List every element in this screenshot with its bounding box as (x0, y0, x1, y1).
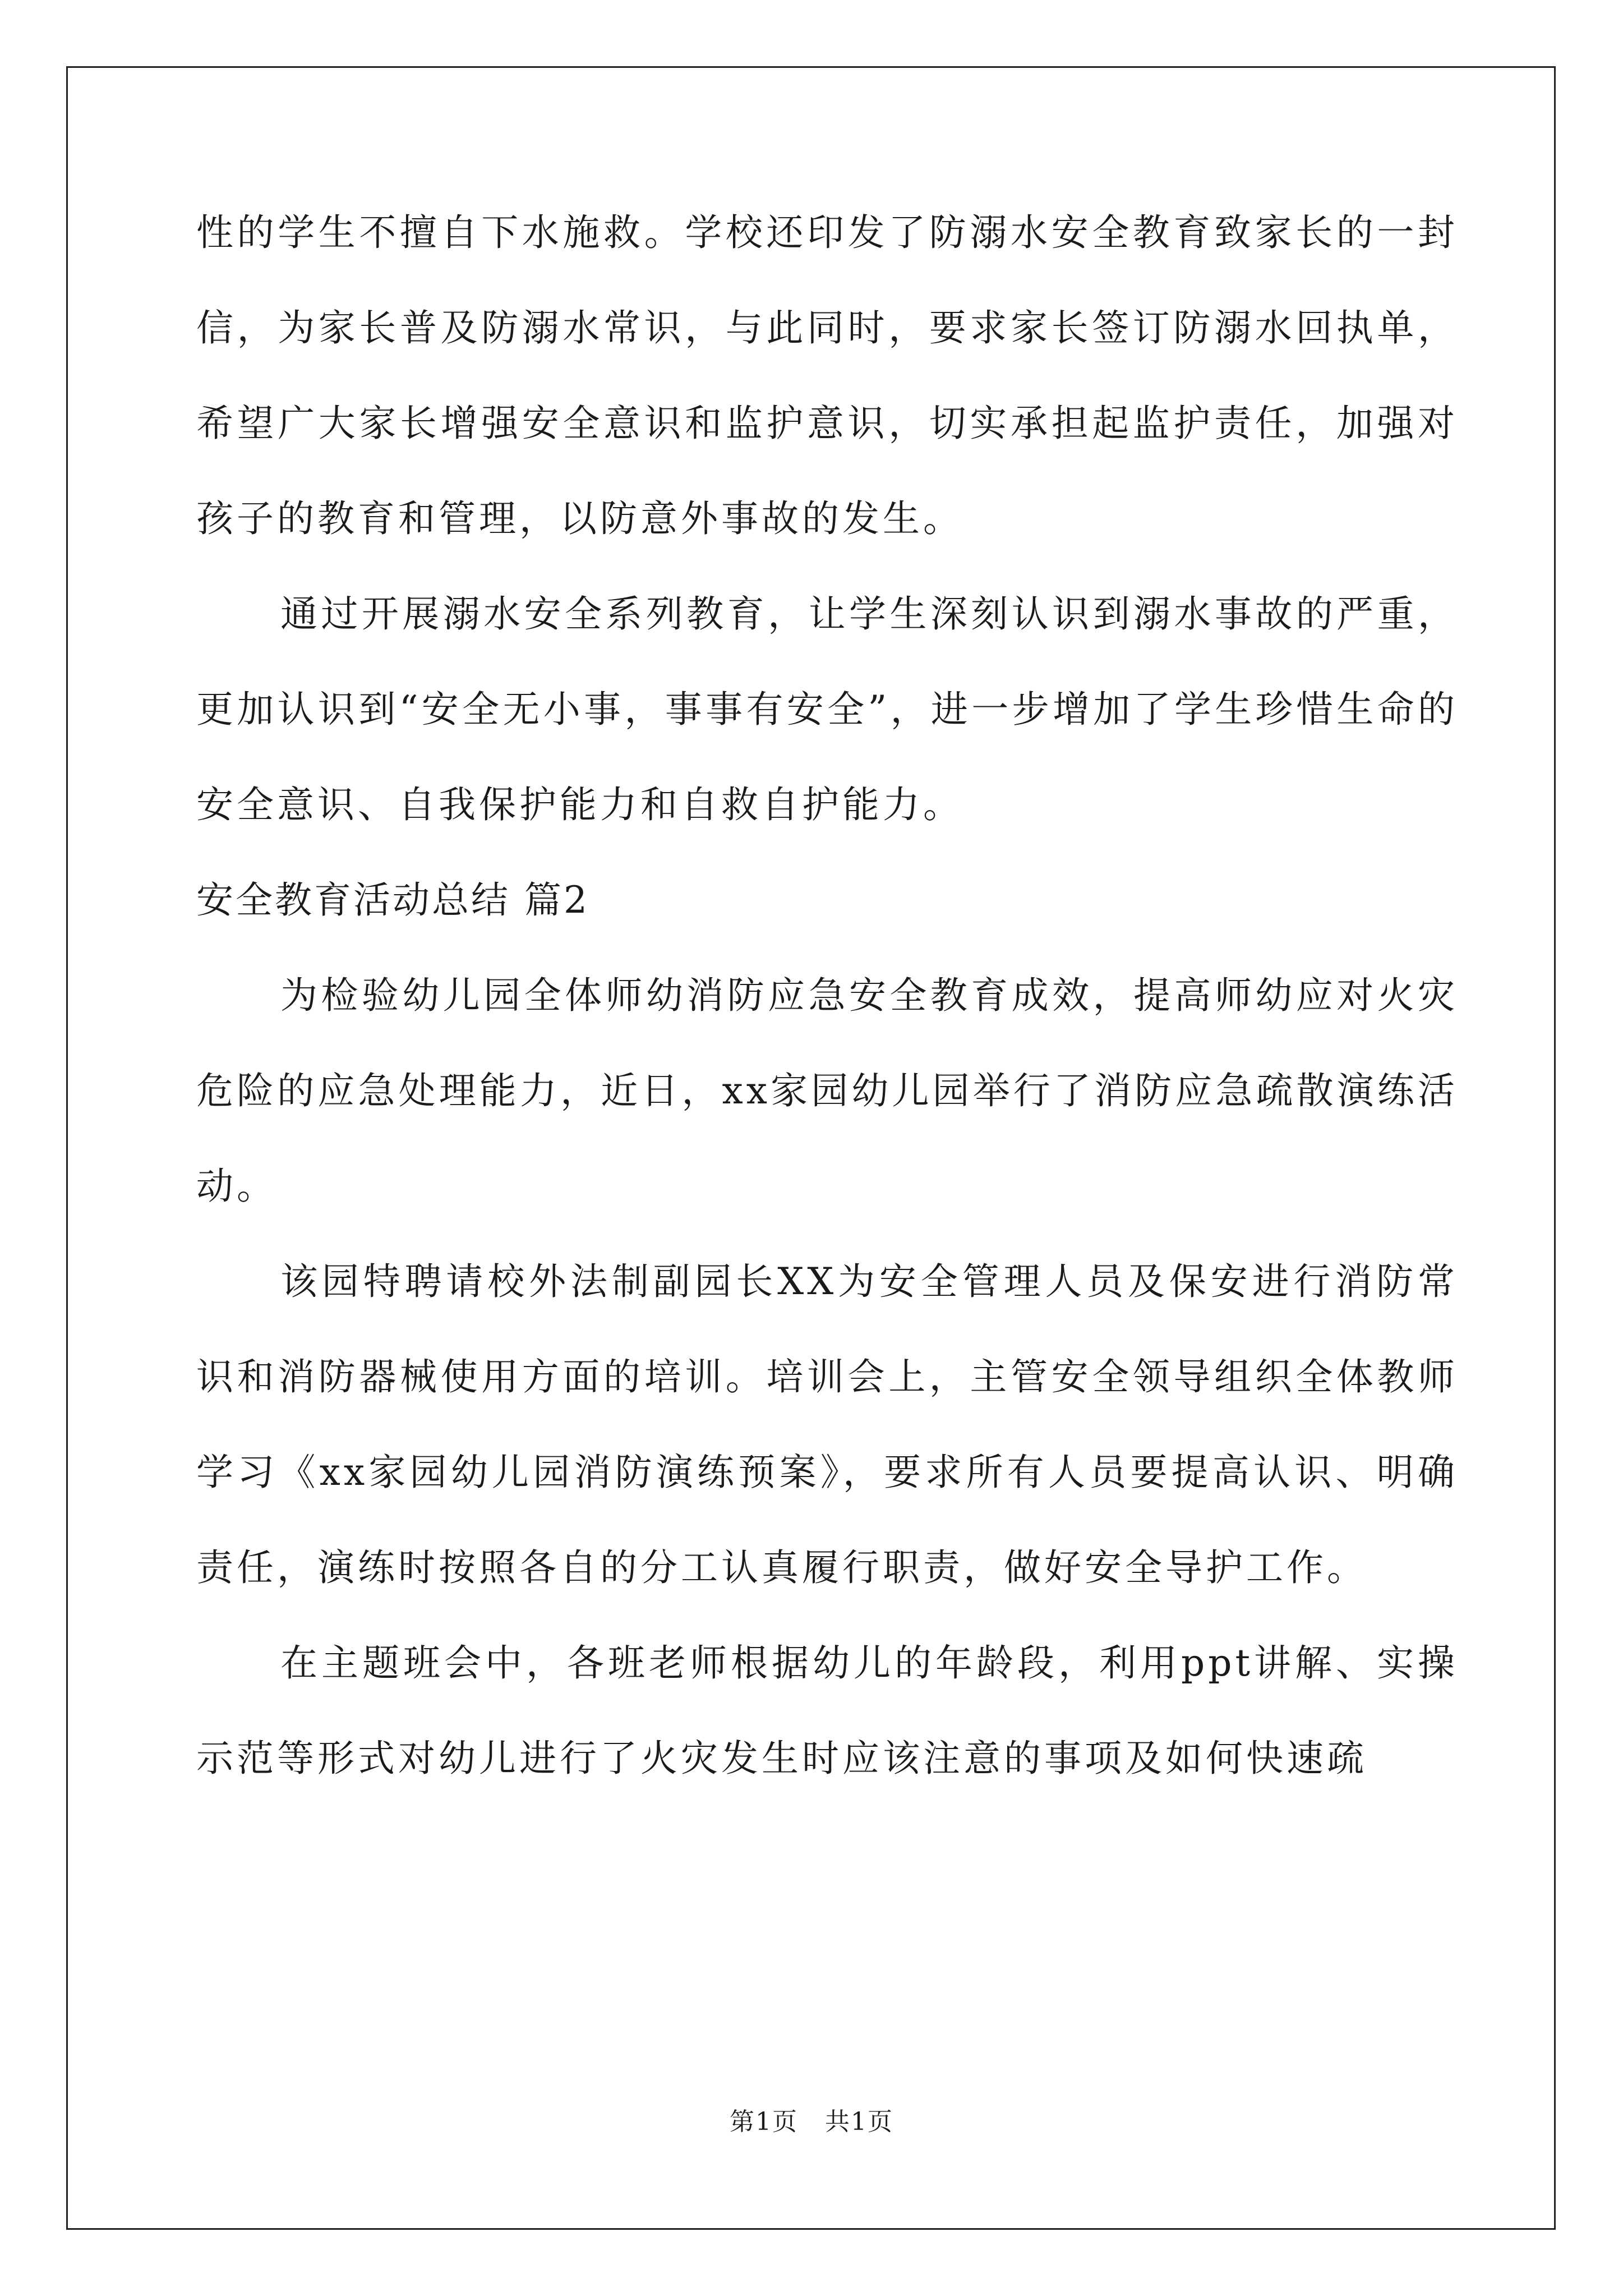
page-number-current: 第1页 (730, 2108, 798, 2136)
document-body (196, 185, 1458, 1806)
page-number-total: 共1页 (825, 2108, 893, 2136)
section-heading: 安全教育活动总结 篇2 (196, 878, 589, 922)
paragraph: 性的学生不擅自下水施救。学校还印发了防溺水安全教育致家长的一封信，为家长普及防溺水常识，与此同时，要求家长签订防溺水回执单，希望广大家长增强安全意识和监护意识，切实承担起监护责任，加强对孩子的教育和管理，以防意外事故的发生。 (196, 211, 1458, 540)
paragraph: 为检验幼儿园全体师幼消防应急安全教育成效，提高师幼应对火灾危险的应急处理能力，近日，xx家园幼儿园举行了消防应急疏散演练活动。 (196, 974, 1458, 1208)
paragraph: 该园特聘请校外法制副园长XX为安全管理人员及保安进行消防常识和消防器械使用方面的培训。培训会上，主管安全领导组织全体教师学习《xx家园幼儿园消防演练预案》，要求所有人员要提高认识、明确责任，演练时按照各自的分工认真履行职责，做好安全导护工作。 (196, 1260, 1458, 1589)
paragraph: 通过开展溺水安全系列教育，让学生深刻认识到溺水事故的严重，更加认识到“安全无小事，事事有安全”，进一步增加了学生珍惜生命的安全意识、自我保护能力和自救自护能力。 (196, 592, 1458, 826)
page-footer (0, 2101, 1623, 2137)
paragraph: 在主题班会中，各班老师根据幼儿的年龄段，利用ppt讲解、实操示范等形式对幼儿进行了火灾发生时应该注意的事项及如何快速疏 (196, 1641, 1458, 1780)
